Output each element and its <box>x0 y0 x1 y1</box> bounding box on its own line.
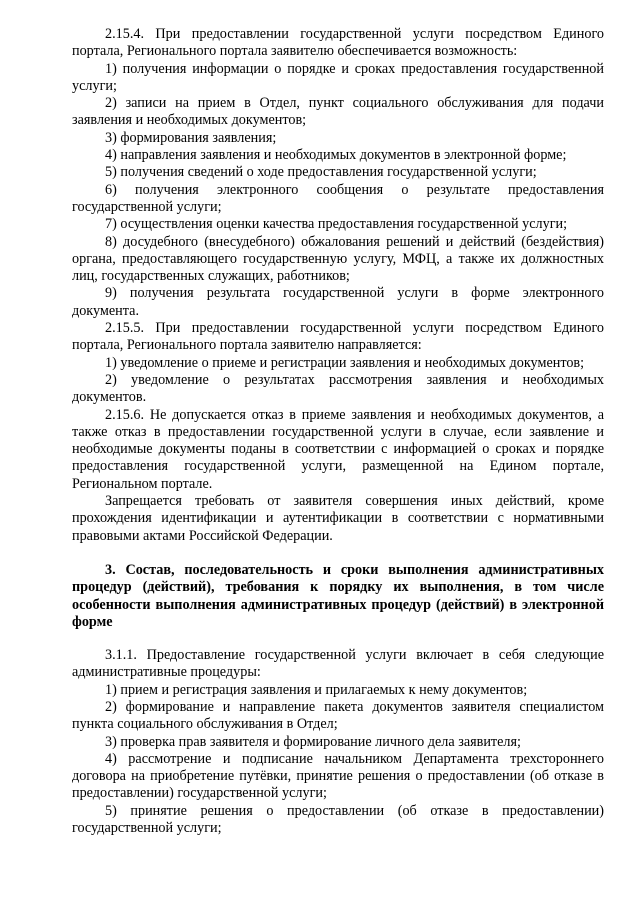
list-item-9: 9) получения результата государственной услуги в форме электронного документа. <box>72 285 604 319</box>
list-item-3: 3) формирования заявления; <box>105 129 277 146</box>
list-item-notice-2: 2) уведомление о результатах рассмотрения заявления и необходимых документов. <box>72 371 604 406</box>
paragraph-prohibition: Запрещается требовать от заявителя совершения иных действий, кроме прохождения идентификации и аутентификации в соответствии с нормативными правовыми актами Российской Федерации. <box>72 493 604 544</box>
list-item-6: 6) получения электронного сообщения о результате предоставления государственной услуги; <box>72 181 604 215</box>
list-item-2: 2) записи на прием в Отдел, пункт социального обслуживания для подачи заявления и необходимых документов; <box>72 95 604 129</box>
procedure-item-5: 5) принятие решения о предоставлении (об отказе в предоставлении) государственной услуги; <box>72 802 604 837</box>
list-item-1: 1) получения информации о порядке и сроках предоставления государственной услуги; <box>72 60 604 94</box>
list-item-4: 4) направления заявления и необходимых документов в электронной форме; <box>105 147 567 164</box>
document-page <box>72 26 604 837</box>
list-item-8: 8) досудебного (внесудебного) обжалования решений и действий (бездействия) органа, предоставляющего государственную услугу, МФЦ, а также их должностных лиц, государственных служащих, работников; <box>72 233 604 285</box>
procedure-item-1: 1) прием и регистрация заявления и прилагаемых к нему документов; <box>105 681 528 698</box>
list-item-notice-1: 1) уведомление о приеме и регистрации заявления и необходимых документов; <box>105 354 585 371</box>
list-item-7: 7) осуществления оценки качества предоставления государственной услуги; <box>105 216 568 233</box>
spacer <box>72 545 604 562</box>
list-item-5: 5) получения сведений о ходе предоставления государственной услуги; <box>105 164 537 181</box>
procedure-item-4: 4) рассмотрение и подписание начальником Департамента трехстороннего договора на приобретение путёвки, принятие решения о предоставлении (об отказе в предоставлении) государственной услуги; <box>72 750 604 802</box>
paragraph-2-15-6: 2.15.6. Не допускается отказ в приеме заявления и необходимых документов, а также отказ в предоставлении государственной услуги в случае, если заявление и необходимые документы поданы в соответствии с информацией о сроках и порядке предоставления государственной услуги, размещенной на Едином портале, Региональном портале. <box>72 406 604 492</box>
paragraph-2-15-4: 2.15.4. При предоставлении государственной услуги посредством Единого портала, Регионального портала заявителю обеспечивается возможность: <box>72 26 604 60</box>
paragraph-3-1-1: 3.1.1. Предоставление государственной услуги включает в себя следующие административные процедуры: <box>72 647 604 681</box>
spacer <box>72 631 604 647</box>
procedure-item-3: 3) проверка прав заявителя и формирование личного дела заявителя; <box>105 733 521 750</box>
procedure-item-2: 2) формирование и направление пакета документов заявителя специалистом пункта социального обслуживания в Отдел; <box>72 698 604 733</box>
section-heading: 3. Состав, последовательность и сроки выполнения административных процедур (действий), требования к порядку их выполнения, в том числе особенности выполнения административных процедур (действий) в электронной форме <box>72 561 604 630</box>
paragraph-2-15-5: 2.15.5. При предоставлении государственной услуги посредством Единого портала, Регионального портала заявителю направляется: <box>72 320 604 354</box>
